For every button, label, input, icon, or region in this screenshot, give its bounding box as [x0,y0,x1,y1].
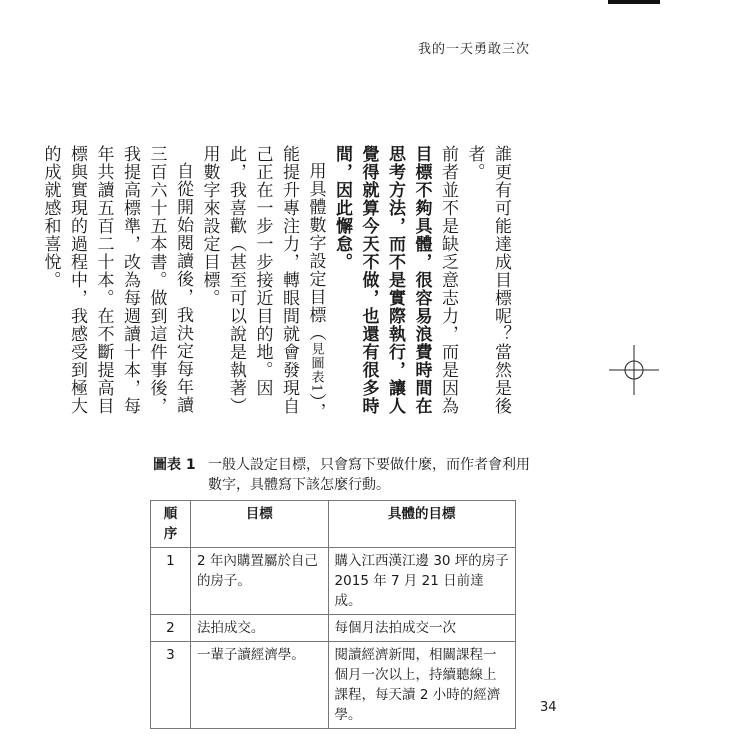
figure-caption-text: 一般人設定目標，只會寫下要做什麼，而作者會利用數字，具體寫下該怎麼行動。 [208,457,530,493]
row-goal: 法拍成交。 [190,615,328,642]
paragraph-4 [37,145,196,425]
paragraph-4-text: 自從開始閱讀後，我決定每年讀三百六十五本書。做到這件事後，我提高標準，改為每週讀十本，每年共讀五百二十本。在不斷提高目標與實現的過程中，我感受到極大的成就感和喜悅。 [40,145,193,415]
header-goal: 目標 [190,501,328,548]
table-row [151,642,516,729]
row-number: 1 [151,548,191,615]
goal-table [150,500,516,729]
paragraph-1 [461,145,514,425]
paragraph-1-text: 誰更有可能達成目標呢？當然是後者。 [464,145,511,415]
registration-mark-icon [609,345,659,395]
running-header: 我的一天勇敢三次 [417,42,530,57]
paragraph-3 [196,145,329,425]
header-specific-goal: 具體的目標 [328,501,515,548]
paragraph-2-text: 前者並不是缺乏意志力，而是因為 [438,145,458,415]
header-order: 順序 [151,501,191,548]
paragraph-3-text-a: 用具體數字設定目標（ [305,162,326,342]
row-number: 3 [151,642,191,729]
figure-caption [153,455,593,495]
page-corner-mark [608,0,660,4]
figure-reference: 見圖表1 [308,342,324,394]
paragraph-2 [329,145,462,425]
table-row [151,615,516,642]
row-specific-goal: 每個月法拍成交一次 [328,615,515,642]
page-number: 34 [540,700,557,715]
row-specific-goal: 閱讀經濟新聞，相關課程一個月一次以上，持續聽線上課程，每天讀 2 小時的經濟學。 [328,642,515,729]
vertical-body-text [37,145,514,425]
paragraph-3-text-b: ），能提升專注力，轉眼間就會發現自己正在一步一步接近目的地。因此，我喜歡（甚至可以說是執著）用數字來設定目標。 [199,145,326,421]
row-specific-goal: 購入江西漢江邊 30 坪的房子 2015 年 7 月 21 日前達成。 [328,548,515,615]
row-goal: 一輩子讀經濟學。 [190,642,328,729]
figure-label: 圖表 1 [153,457,196,473]
table-row [151,548,516,615]
row-number: 2 [151,615,191,642]
paragraph-2-bold-text: 目標不夠具體，很容易浪費時間在思考方法，而不是實際執行，讓人覺得就算今天不做，也還有很多時間，因此懈怠。 [332,145,432,415]
row-goal: 2 年內購置屬於自己的房子。 [190,548,328,615]
table-header-row [151,501,516,548]
